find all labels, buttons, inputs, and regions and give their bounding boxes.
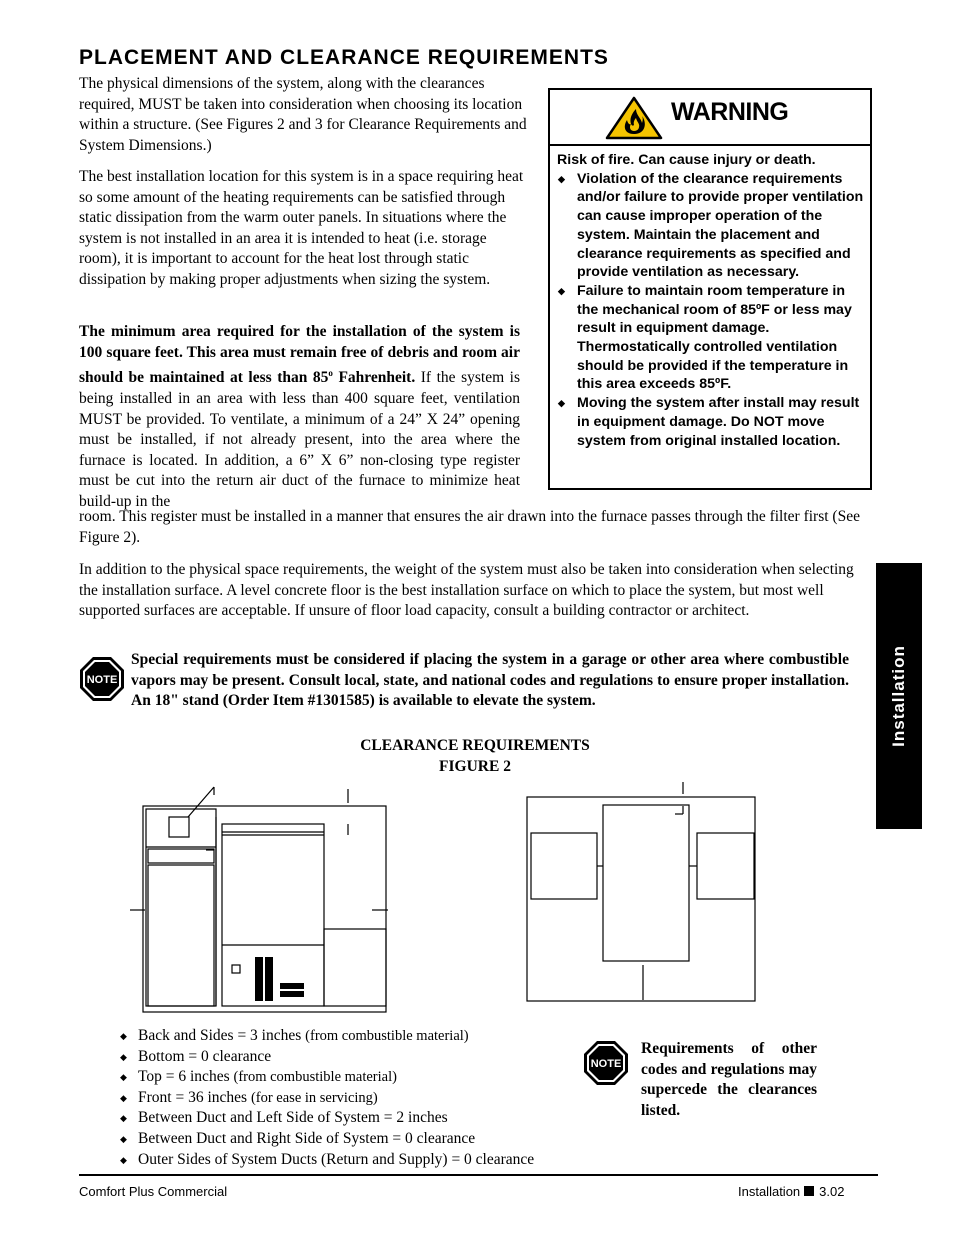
min-area-continuation: room. This register must be installed in a manner that ensures the air drawn into the furnace passes through the filter first (See Figure 2). xyxy=(79,508,860,546)
warning-header xyxy=(550,90,870,146)
warning-item: ◆ Moving the system after install may result in equipment damage. Do NOT move system from original installed location. xyxy=(557,394,864,450)
warning-body xyxy=(550,146,870,450)
footer-section: Installation xyxy=(738,1184,801,1199)
side-tab-label: Installation xyxy=(889,645,908,747)
section-side-tab xyxy=(876,563,922,829)
clearance-item xyxy=(120,1067,534,1088)
footer-product-name: Comfort Plus Commercial xyxy=(79,1184,228,1199)
footer-page-ref xyxy=(738,1184,844,1199)
clearance-front-view-diagram xyxy=(110,775,400,1015)
min-area-bold-end: Fahrenheit. xyxy=(338,369,416,387)
clearance-text: Between Duct and Right Side of System = 0 clearance xyxy=(138,1129,476,1147)
clearance-top-view-diagram xyxy=(520,780,760,1010)
clearance-list xyxy=(120,1026,534,1170)
clearance-text: Back and Sides = 3 inches xyxy=(138,1027,306,1044)
figure-number: FIGURE 2 xyxy=(439,758,511,775)
clearance-item xyxy=(120,1088,534,1109)
clearance-note: (from combustible material) xyxy=(233,1069,397,1086)
warning-item: ◆ Violation of the clearance requirements and/or failure to provide proper ventilation can cause improper operation of the system. Maintain the placement and clearance requirements as specified and provide ventilation as necessary. xyxy=(557,170,864,282)
note-stop-icon xyxy=(583,1040,629,1086)
intro-paragraph: The physical dimensions of the system, along with the clearances required, MUST be taken into consideration when choosing its location within a structure. (See Figures 2 and 3 for Clearance Requirements and System Dimensions.) xyxy=(79,75,527,154)
warning-list xyxy=(557,170,864,451)
warning-lead: Risk of fire. Can cause injury or death. xyxy=(557,152,816,168)
warning-title: WARNING xyxy=(671,98,789,126)
footer-square-icon xyxy=(804,1186,814,1196)
min-area-paragraph xyxy=(79,322,520,513)
page-title: PLACEMENT AND CLEARANCE REQUIREMENTS xyxy=(79,46,609,69)
clearance-text: Top = 6 inches xyxy=(138,1068,234,1086)
clearance-note: (from combustible material) xyxy=(305,1028,469,1044)
clearance-text-tail: = 0 clearance xyxy=(447,1150,535,1168)
note-codes: Requirements of other codes and regulations may supercede the clearances listed. xyxy=(641,1040,817,1119)
install-location-paragraph: The best installation location for this system is in a space requiring heat so some amount of the heating requirements can be satisfied through static dissipation from the warm outer panels. In situations where the system is not installed in an area it is intended to heat (i.e. storage room), it is important to account for the heat lost through static dissipation by making proper adjustments when sizing the system. xyxy=(79,168,524,288)
clearance-text: Bottom = 0 clearance xyxy=(138,1047,272,1065)
note-icon-label: NOTE xyxy=(590,1058,622,1070)
clearance-text: Front = 36 inches xyxy=(138,1088,251,1106)
clearance-item xyxy=(120,1108,534,1129)
weight-paragraph: In addition to the physical space requirements, the weight of the system must also be taken into consideration when selecting the installation surface. A level concrete floor is the best installation surface on which to place the system, but most well supported surfaces are acceptable. If unsure of floor load capacity, consult a building contractor or architect. xyxy=(79,561,854,620)
clearance-text: Between Duct and Left Side of System = 2 inches xyxy=(138,1109,448,1127)
clearance-item xyxy=(120,1047,534,1068)
note-special-requirements: Special requirements must be considered if placing the system in a garage or other area where combustible vapors may be present. Consult local, state, and national codes and regulations to ensure proper installation. An 18" stand (Order Item #1301585) is available to elevate the system. xyxy=(131,651,849,710)
warning-box xyxy=(548,88,872,490)
note-icon-label: NOTE xyxy=(86,674,118,686)
clearance-note: (Return and Supply) xyxy=(320,1150,448,1168)
min-area-degree: o xyxy=(328,368,333,379)
min-area-text: If the system is being installed in an area with less than 400 square feet, ventilation MUST be provided. To ventilate, a minimum of a 24” X 24” opening must be installed, if not already present, into the area where the furnace is located. In addition, a 6” X 6” non-closing type register must be cut into the return air duct of the furnace to minimize heat build-up in the xyxy=(79,369,521,510)
note-stop-icon xyxy=(79,656,125,702)
footer-divider xyxy=(79,1174,878,1176)
clearance-note: (for ease in servicing) xyxy=(250,1089,378,1106)
clearance-item xyxy=(120,1026,534,1047)
clearance-item xyxy=(120,1129,534,1150)
fire-hazard-icon xyxy=(605,96,663,140)
figure-caption: CLEARANCE REQUIREMENTS xyxy=(360,737,590,754)
warning-item: ◆ Failure to maintain room temperature in the mechanical room of 85ºF or less may result in equipment damage. Thermostatically controlled ventilation should be provided if the temperature in this area exceeds 85ºF. xyxy=(557,282,864,394)
footer-page-number: 3.02 xyxy=(819,1184,845,1199)
clearance-item xyxy=(120,1150,534,1171)
min-area-bold-text: The minimum area required for the installation of the system is 100 square feet. This area must remain free of debris and room air should be maintained at less than 85 xyxy=(79,323,520,387)
clearance-text: Outer Sides of System Ducts xyxy=(138,1150,321,1168)
